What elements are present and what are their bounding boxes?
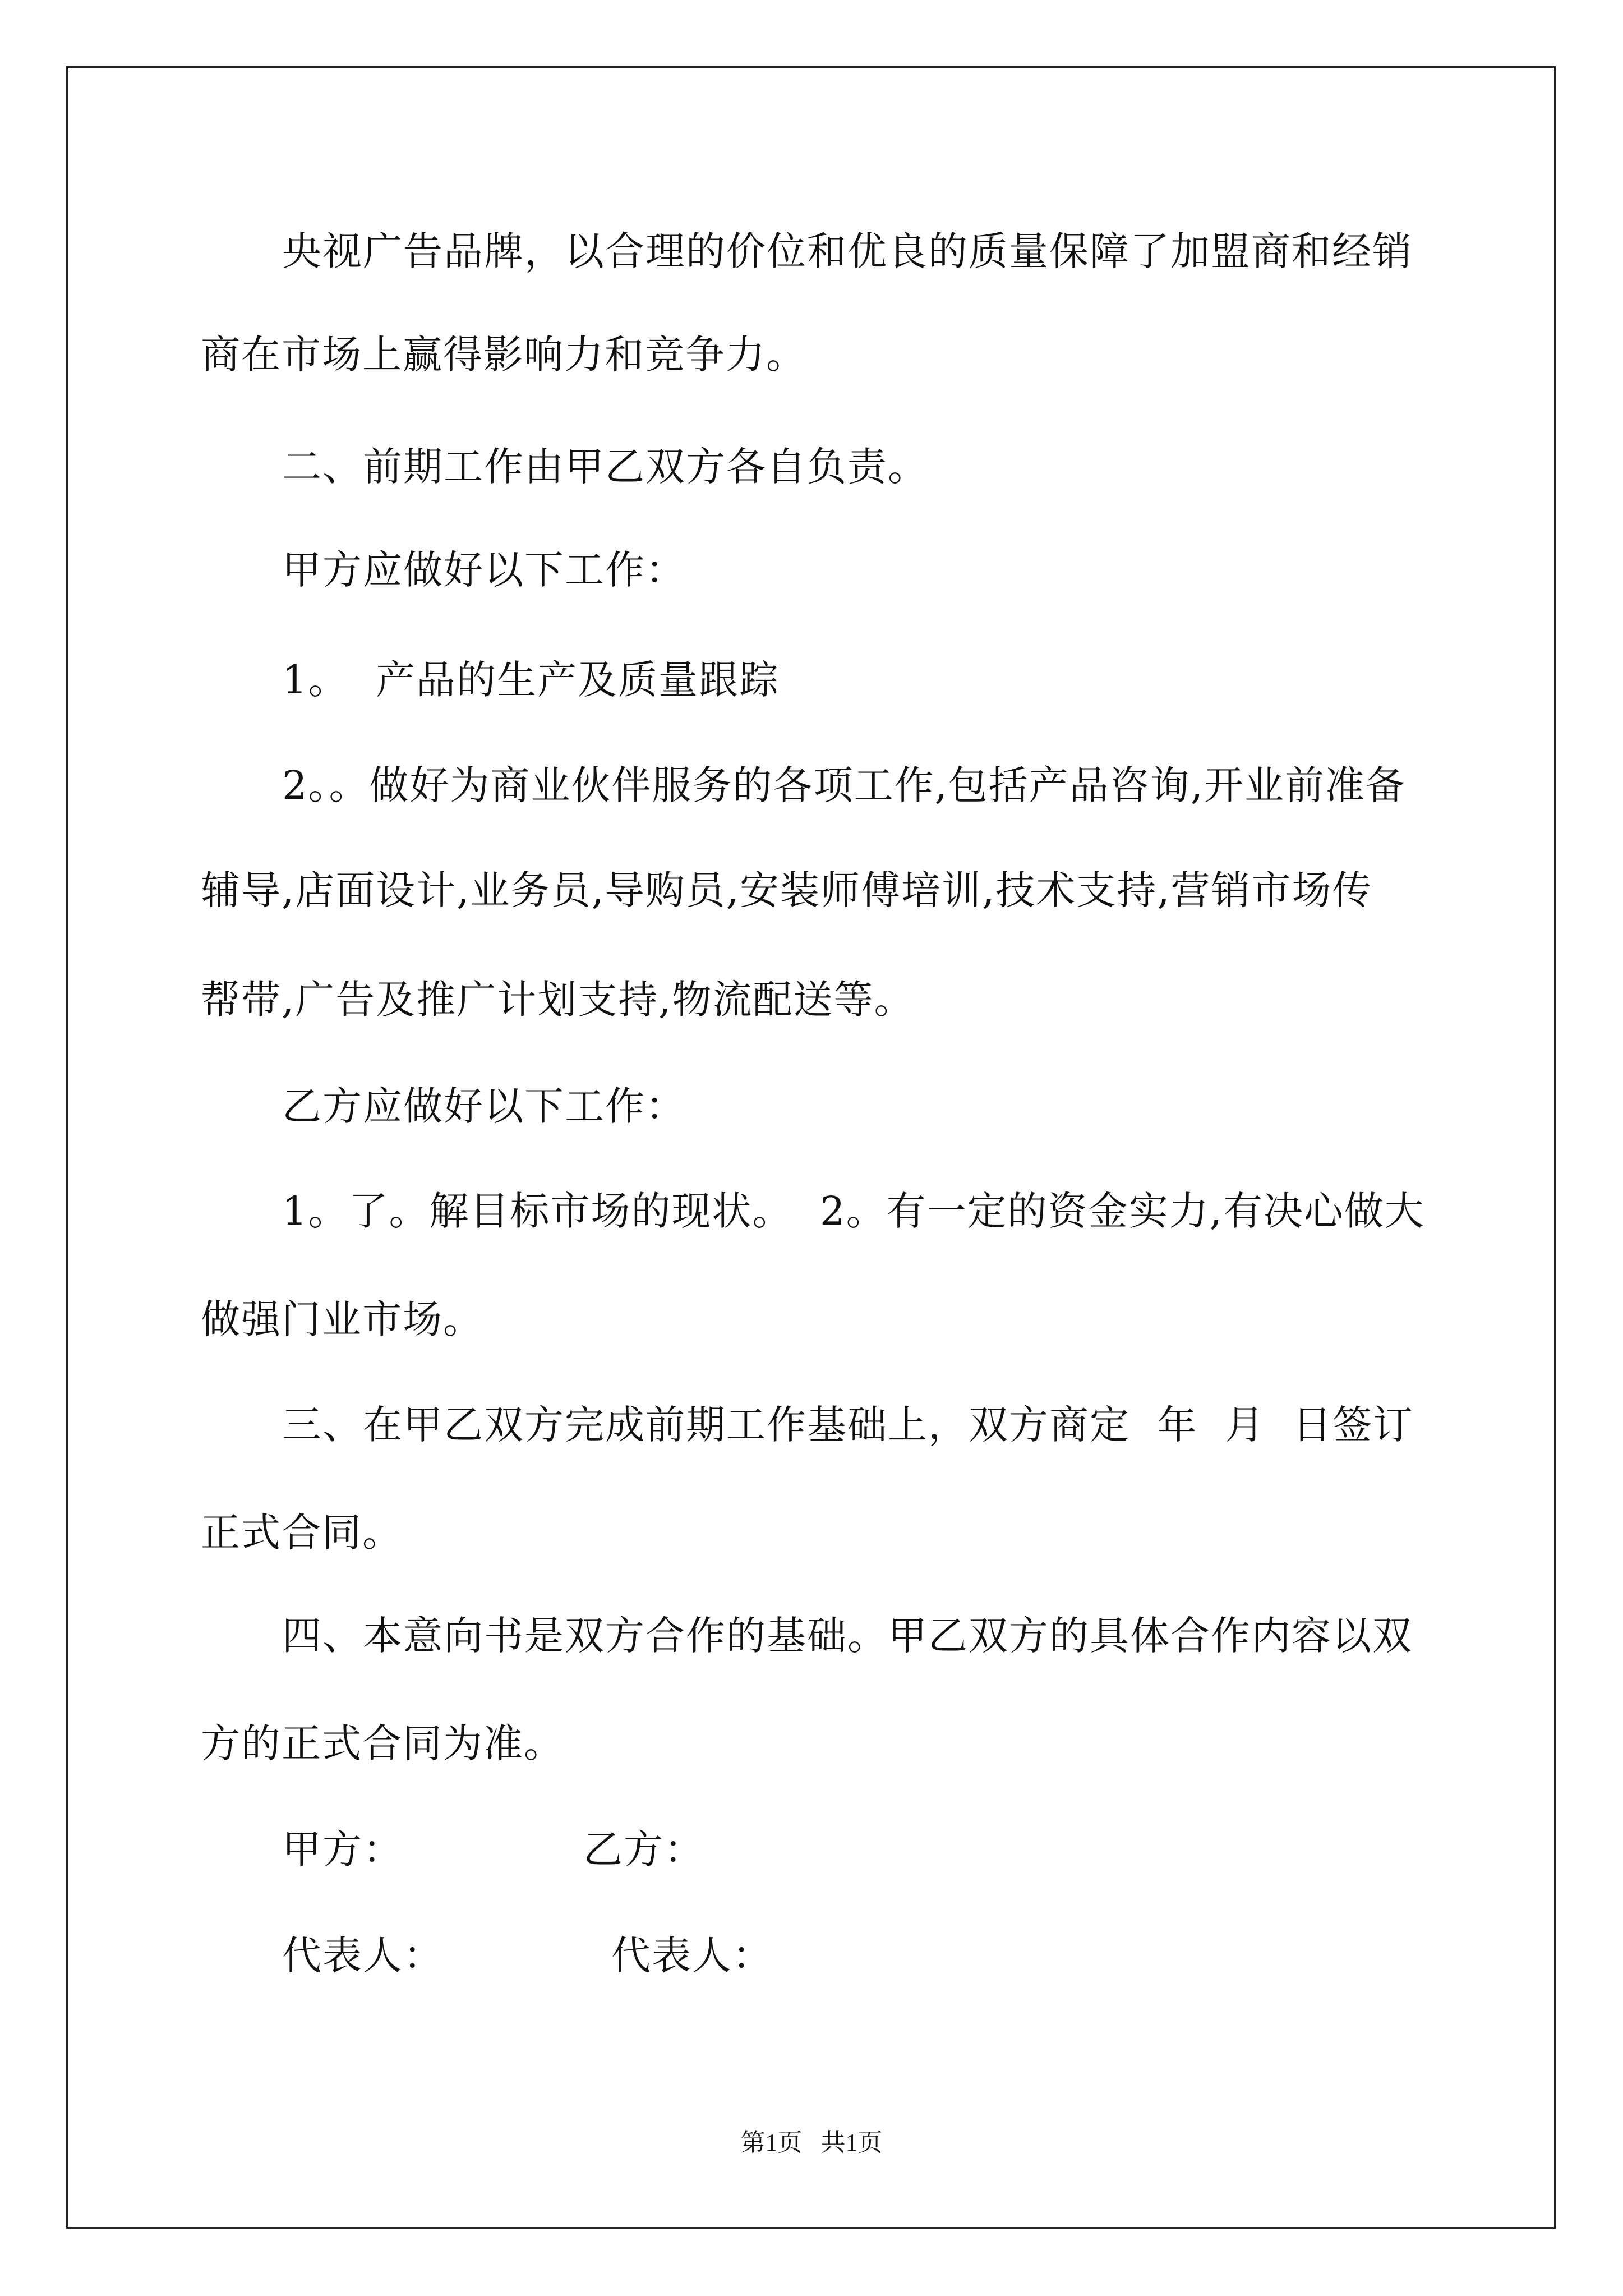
rep-a-label: 代表人： — [282, 1932, 444, 1978]
body-line-8: 帮带,广告及推广计划支持,物流配送等。 — [201, 977, 915, 1023]
body-line-11: 做强门业市场。 — [201, 1296, 483, 1342]
body-line-12: 三、在甲乙双方完成前期工作基础上，双方商定 年 月 日签订 — [282, 1402, 1414, 1448]
rep-b-label: 代表人： — [611, 1932, 773, 1978]
body-line-7: 辅导,店面设计,业务员,导购员,安装师傅培训,技术支持,营销市场传 — [201, 867, 1373, 913]
body-line-15: 方的正式合同为准。 — [201, 1720, 564, 1766]
page-border — [66, 66, 1556, 2229]
body-line-14: 四、本意向书是双方合作的基础。甲乙双方的具体合作内容以双 — [282, 1613, 1413, 1659]
party-a-label: 甲方： — [282, 1826, 403, 1872]
body-line-9: 乙方应做好以下工作： — [282, 1083, 686, 1129]
body-line-4: 甲方应做好以下工作： — [282, 547, 686, 593]
page-footer: 第1页 共1页 — [740, 2129, 883, 2156]
body-line-1: 央视广告品牌，以合理的价位和优良的质量保障了加盟商和经销 — [282, 228, 1413, 274]
body-line-10: 1。了。解目标市场的现状。 2。有一定的资金实力,有决心做大 — [282, 1188, 1425, 1234]
body-line-6: 2。。做好为商业伙伴服务的各项工作,包括产品咨询,开业前准备 — [282, 762, 1407, 808]
party-b-label: 乙方： — [583, 1826, 704, 1872]
body-line-13: 正式合同。 — [201, 1510, 403, 1556]
body-line-5: 1。 产品的生产及质量跟踪 — [282, 657, 780, 703]
body-line-3: 二、前期工作由甲乙双方各自负责。 — [282, 444, 928, 490]
body-line-2: 商在市场上赢得影响力和竞争力。 — [201, 332, 806, 378]
